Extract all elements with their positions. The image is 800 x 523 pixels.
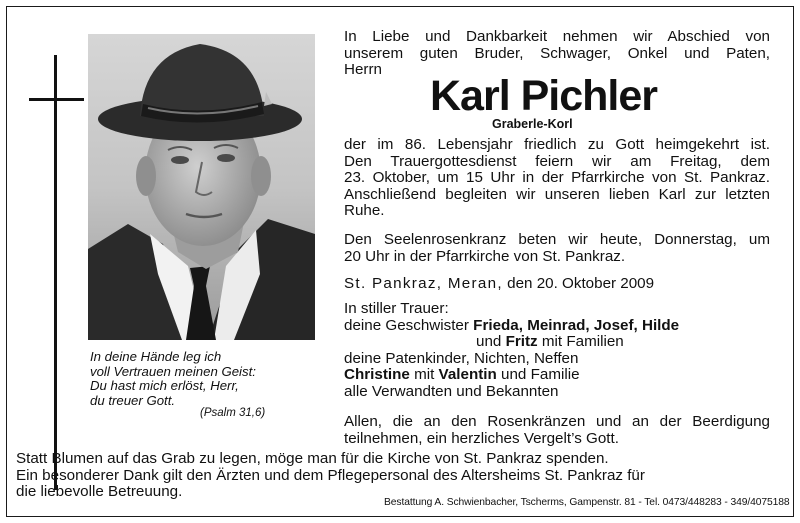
deceased-nickname: Graberle-Korl [492,117,573,131]
announcement-line: Den Trauergottesdienst feiern wir am Freitag, dem [344,152,770,170]
intro-line: In Liebe und Dankbarkeit nehmen wir Abschied von [344,28,770,45]
bible-verse [90,349,310,419]
verse-line: Du hast mich erlöst, Herr, [90,378,239,393]
cross-icon-beam [29,98,84,101]
verse-line: voll Vertrauen meinen Geist: [90,363,256,379]
und-text: und [476,333,502,351]
announcement-line: Anschließend begleiten wir unseren lieben Karl zur letzten [344,185,770,203]
verse-reference: (Psalm 31,6) [200,407,266,419]
thanks-line: Allen, die an den Rosenkränzen und an der Beerdigung [344,413,770,430]
rosary-line: Den Seelenrosenkranz beten wir heute, Donnerstag, um [344,231,770,248]
valentin-name: Valentin [438,366,497,384]
intro-line: unserem guten Bruder, Schwager, Onkel und Paten, [344,44,770,62]
thanks-line: teilnehmen, ein herzliches Vergelt’s Gott. [344,429,619,447]
mourners-godchildren: deine Patenkinder, Nichten, Neffen [344,349,579,367]
deceased-name: Karl Pichler [430,72,657,120]
verse-line: du treuer Gott. [90,392,176,408]
christine-name: Christine [344,366,410,384]
bottom-line: Statt Blumen auf das Grab zu legen, möge man für die Kirche von St. Pankraz spenden. [16,450,609,467]
bottom-line: die liebevolle Betreuung. [16,483,183,501]
funeral-home-footer: Bestattung A. Schwienbacher, Tscherms, Gampenstr. 81 - Tel. 0473/448283 - 349/4075188 [384,497,790,508]
announcement-paragraph [344,137,770,220]
place-date [344,275,654,292]
rosary-paragraph [344,232,770,265]
bottom-paragraph [16,451,776,501]
cross-icon [54,55,57,490]
thanks-paragraph [344,414,770,447]
announcement-line: 23. Oktober, um 15 Uhr in der Pfarrkirche von St. Pankraz. [344,169,770,187]
fritz-name: Fritz [505,333,538,351]
date: den 20. Oktober 2009 [507,275,655,292]
place: St. Pankraz, Meran, [344,275,503,292]
mourners-relatives: alle Verwandten und Bekannten [344,382,559,400]
announcement-line: Ruhe. [344,202,385,220]
fritz-suffix: mit Familien [541,333,624,351]
announcement-line: der im 86. Lebensjahr friedlich zu Gott heimgekehrt ist. [344,136,770,153]
bottom-line: Ein besonderer Dank gilt den Ärzten und dem Pflegepersonal des Altersheims St. Pankraz für [16,466,645,484]
siblings-names: Frieda, Meinrad, Josef, Hilde [473,316,680,334]
portrait-illustration [88,34,315,340]
mourners-siblings [344,318,774,335]
mourners-fritz [344,334,774,351]
mourners-heading: In stiller Trauer: [344,300,449,317]
mit-text: mit [414,366,435,384]
mourners-list [344,301,774,401]
familie-text: und Familie [501,366,580,384]
intro-line: Herrn [344,61,382,79]
mourners-christine [344,367,774,384]
rosary-line: 20 Uhr in der Pfarrkirche von St. Pankraz. [344,247,626,265]
portrait-photo [88,34,315,340]
siblings-prefix: deine Geschwister [344,316,469,334]
verse-line: In deine Hände leg ich [90,349,222,364]
